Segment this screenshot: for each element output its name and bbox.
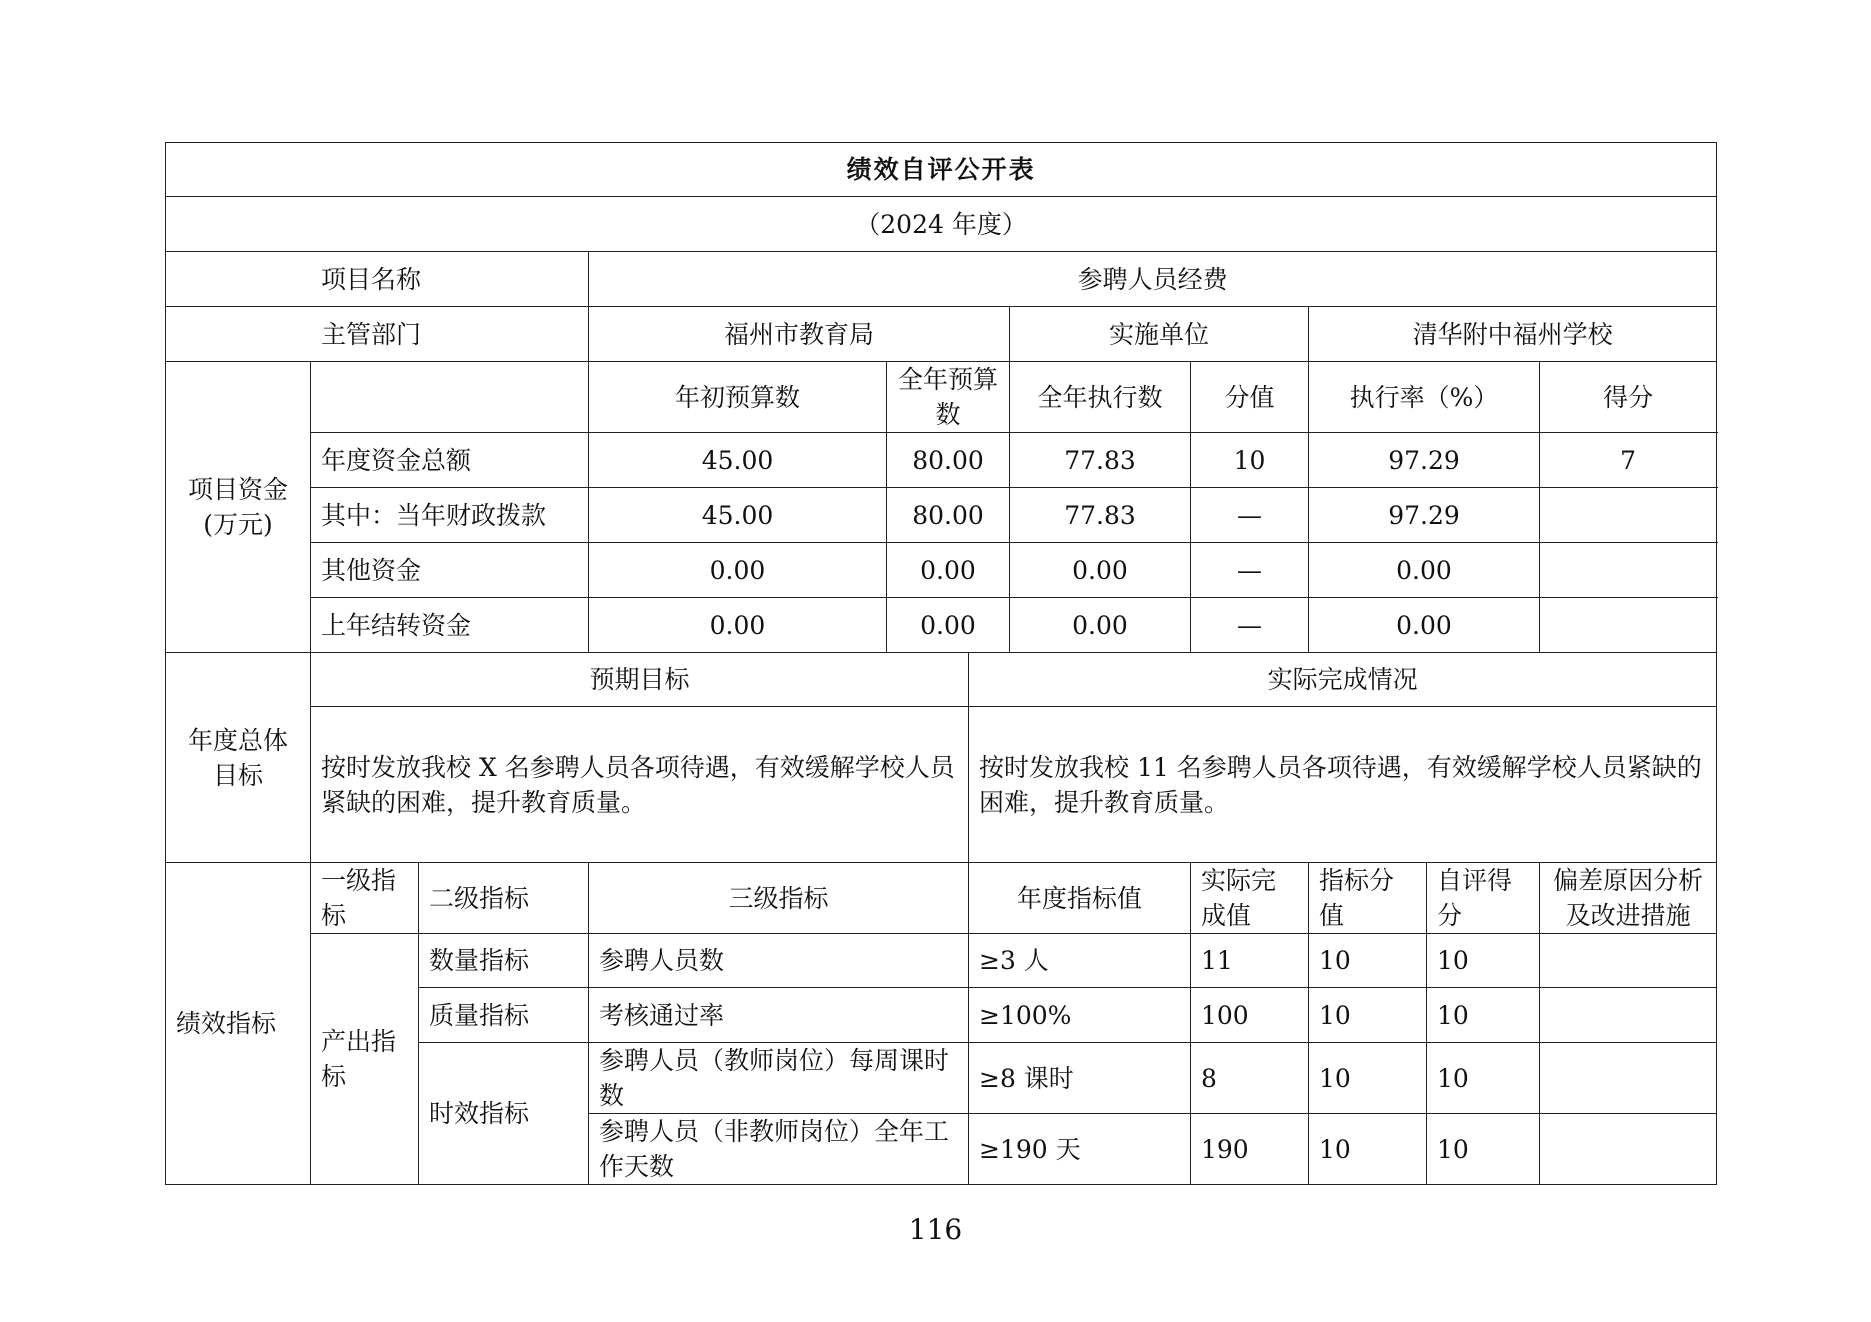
header-actual: 实际完成值 bbox=[1191, 863, 1309, 934]
indicator-target: ≥190 天 bbox=[969, 1114, 1191, 1185]
indicator-name: 参聘人员（非教师岗位）全年工作天数 bbox=[589, 1114, 969, 1185]
funds-score bbox=[1540, 543, 1717, 598]
indicator-deviation bbox=[1540, 934, 1717, 988]
funds-section-label bbox=[166, 362, 311, 653]
indicator-points: 10 bbox=[1309, 1043, 1427, 1114]
funds-row-label: 上年结转资金 bbox=[311, 598, 589, 653]
indicator-name: 参聘人员数 bbox=[589, 934, 969, 988]
indicator-target: ≥8 课时 bbox=[969, 1043, 1191, 1114]
funds-rate: 97.29 bbox=[1309, 488, 1540, 543]
funds-row-label: 其他资金 bbox=[311, 543, 589, 598]
table-title: 绩效自评公开表 bbox=[166, 143, 1717, 197]
funds-row bbox=[166, 598, 1717, 653]
funds-executed: 77.83 bbox=[1010, 433, 1191, 488]
indicator-deviation bbox=[1540, 1043, 1717, 1114]
dept-value: 福州市教育局 bbox=[589, 307, 1010, 362]
funds-score-value: — bbox=[1191, 488, 1309, 543]
actual-result-text: 按时发放我校 11 名参聘人员各项待遇，有效缓解学校人员紧缺的困难，提升教育质量。 bbox=[969, 707, 1717, 863]
funds-initial: 0.00 bbox=[589, 598, 887, 653]
indicator-points: 10 bbox=[1309, 988, 1427, 1043]
header-level1: 一级指标 bbox=[311, 863, 419, 934]
funds-row bbox=[166, 543, 1717, 598]
funds-executed: 0.00 bbox=[1010, 598, 1191, 653]
funds-row bbox=[166, 433, 1717, 488]
funds-executed: 0.00 bbox=[1010, 543, 1191, 598]
indicator-actual: 100 bbox=[1191, 988, 1309, 1043]
goals-section-label: 年度总体目标 bbox=[166, 653, 311, 863]
expected-goal-header: 预期目标 bbox=[311, 653, 969, 707]
indicator-row bbox=[166, 934, 1717, 988]
funds-header-annual: 全年预算数 bbox=[887, 362, 1010, 433]
actual-result-header: 实际完成情况 bbox=[969, 653, 1717, 707]
unit-value: 清华附中福州学校 bbox=[1309, 307, 1717, 362]
level2-quality: 质量指标 bbox=[419, 988, 589, 1043]
header-level2: 二级指标 bbox=[419, 863, 589, 934]
header-level3: 三级指标 bbox=[589, 863, 969, 934]
expected-goal-text: 按时发放我校 X 名参聘人员各项待遇，有效缓解学校人员紧缺的困难，提升教育质量。 bbox=[311, 707, 969, 863]
funds-score-value: — bbox=[1191, 543, 1309, 598]
funds-score bbox=[1540, 488, 1717, 543]
indicator-name: 参聘人员（教师岗位）每周课时数 bbox=[589, 1043, 969, 1114]
funds-row-label: 其中：当年财政拨款 bbox=[311, 488, 589, 543]
funds-annual: 0.00 bbox=[887, 598, 1010, 653]
funds-executed: 77.83 bbox=[1010, 488, 1191, 543]
funds-unit-text: (万元) bbox=[203, 510, 273, 539]
indicator-target: ≥3 人 bbox=[969, 934, 1191, 988]
funds-header-blank bbox=[311, 362, 589, 433]
funds-header-score: 得分 bbox=[1540, 362, 1717, 433]
funds-header-rate: 执行率（%） bbox=[1309, 362, 1540, 433]
indicator-self-score: 10 bbox=[1427, 934, 1540, 988]
funds-annual: 80.00 bbox=[887, 488, 1010, 543]
performance-table bbox=[165, 142, 1717, 1185]
funds-header-executed: 全年执行数 bbox=[1010, 362, 1191, 433]
funds-header-score-value: 分值 bbox=[1191, 362, 1309, 433]
funds-score-value: 10 bbox=[1191, 433, 1309, 488]
funds-row bbox=[166, 488, 1717, 543]
header-target: 年度指标值 bbox=[969, 863, 1191, 934]
funds-header-initial: 年初预算数 bbox=[589, 362, 887, 433]
funds-initial: 45.00 bbox=[589, 433, 887, 488]
header-deviation: 偏差原因分析及改进措施 bbox=[1540, 863, 1717, 934]
year-label: （2024 年度） bbox=[166, 197, 1717, 252]
project-name-value: 参聘人员经费 bbox=[589, 252, 1717, 307]
funds-score-value: — bbox=[1191, 598, 1309, 653]
indicator-name: 考核通过率 bbox=[589, 988, 969, 1043]
indicator-self-score: 10 bbox=[1427, 1043, 1540, 1114]
indicator-points: 10 bbox=[1309, 934, 1427, 988]
level2-timeliness: 时效指标 bbox=[419, 1043, 589, 1185]
funds-row-label: 年度资金总额 bbox=[311, 433, 589, 488]
level2-quantity: 数量指标 bbox=[419, 934, 589, 988]
funds-score bbox=[1540, 598, 1717, 653]
indicator-target: ≥100% bbox=[969, 988, 1191, 1043]
funds-rate: 97.29 bbox=[1309, 433, 1540, 488]
page-number: 116 bbox=[908, 1213, 963, 1246]
funds-label-text: 项目资金 bbox=[187, 475, 288, 504]
level1-output-label: 产出指标 bbox=[311, 934, 419, 1185]
funds-rate: 0.00 bbox=[1309, 543, 1540, 598]
indicator-points: 10 bbox=[1309, 1114, 1427, 1185]
funds-initial: 45.00 bbox=[589, 488, 887, 543]
indicator-deviation bbox=[1540, 988, 1717, 1043]
header-points: 指标分值 bbox=[1309, 863, 1427, 934]
project-name-label: 项目名称 bbox=[166, 252, 589, 307]
dept-label: 主管部门 bbox=[166, 307, 589, 362]
funds-rate: 0.00 bbox=[1309, 598, 1540, 653]
indicator-actual: 8 bbox=[1191, 1043, 1309, 1114]
funds-initial: 0.00 bbox=[589, 543, 887, 598]
indicator-deviation bbox=[1540, 1114, 1717, 1185]
indicator-actual: 11 bbox=[1191, 934, 1309, 988]
indicator-self-score: 10 bbox=[1427, 1114, 1540, 1185]
unit-label: 实施单位 bbox=[1010, 307, 1309, 362]
funds-annual: 0.00 bbox=[887, 543, 1010, 598]
indicators-section-label: 绩效指标 bbox=[166, 863, 311, 1185]
header-self-score: 自评得分 bbox=[1427, 863, 1540, 934]
funds-score: 7 bbox=[1540, 433, 1717, 488]
indicator-actual: 190 bbox=[1191, 1114, 1309, 1185]
indicator-self-score: 10 bbox=[1427, 988, 1540, 1043]
funds-annual: 80.00 bbox=[887, 433, 1010, 488]
